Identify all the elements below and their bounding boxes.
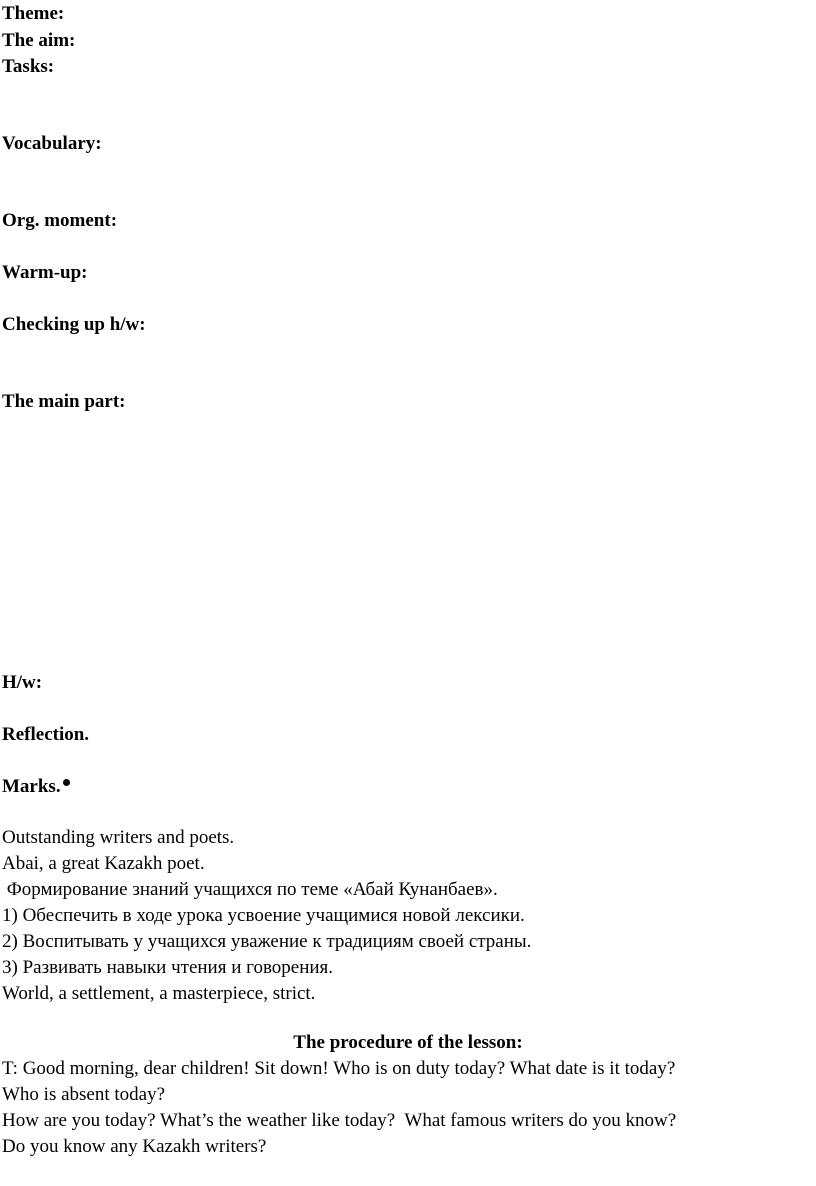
procedure-line: How are you today? What’s the weather like today? What famous writers do you know? (2, 1110, 677, 1131)
vocabulary-text: World, a settlement, a masterpiece, strict. (2, 983, 316, 1004)
theme-text: Outstanding writers and poets. (2, 827, 235, 848)
label-theme: Theme: (2, 3, 65, 24)
label-tasks: Tasks: (2, 56, 55, 77)
label-warm-up: Warm-up: (2, 262, 88, 283)
task-item: 2) Воспитывать у учащихся уважение к традициям своей страны. (2, 931, 532, 952)
label-hw: H/w: (2, 672, 43, 693)
aim-text: Abai, a great Kazakh poet. (2, 853, 205, 874)
task-item: 1) Обеспечить в ходе урока усвоение учащимися новой лексики. (2, 905, 525, 926)
label-reflection: Reflection. (2, 724, 90, 745)
procedure-line: Who is absent today? (2, 1084, 166, 1105)
label-aim: The aim: (2, 30, 76, 51)
label-checking-hw: Checking up h/w: (2, 314, 146, 335)
label-marks (2, 774, 70, 800)
bullet-icon (63, 779, 70, 786)
procedure-title: The procedure of the lesson: (293, 1032, 523, 1053)
marks-text: Marks. (2, 776, 61, 797)
procedure-line: T: Good morning, dear children! Sit down! Who is on duty today? What date is it today? (2, 1058, 676, 1079)
task-item: 3) Развивать навыки чтения и говорения. (2, 957, 334, 978)
goal-text: Формирование знаний учащихся по теме «Абай Кунанбаев». (2, 879, 498, 900)
label-main-part: The main part: (2, 391, 126, 412)
label-vocabulary: Vocabulary: (2, 133, 102, 154)
procedure-line: Do you know any Kazakh writers? (2, 1136, 267, 1157)
label-org-moment: Org. moment: (2, 210, 118, 231)
